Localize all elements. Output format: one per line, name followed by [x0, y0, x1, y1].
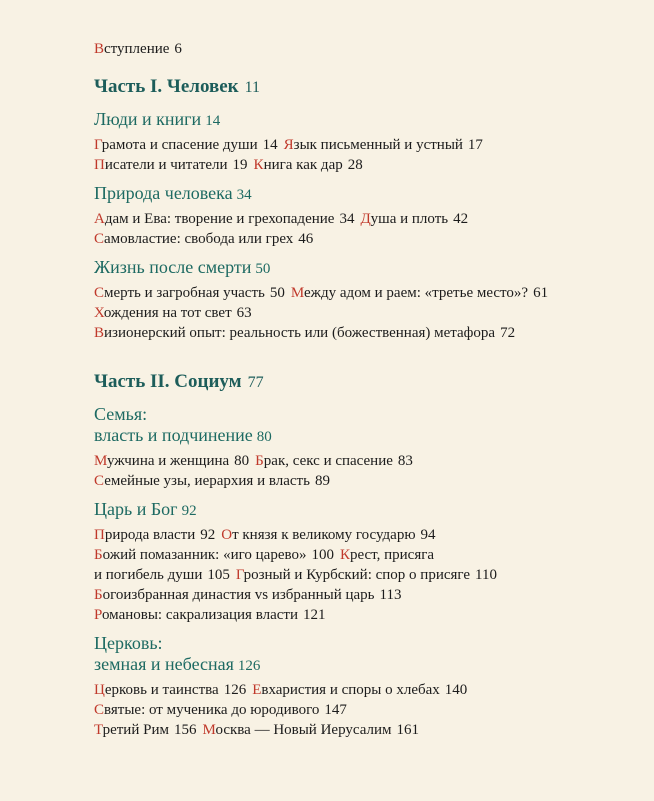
toc-entry[interactable]: [254, 157, 363, 173]
entry-initial: А: [94, 211, 105, 227]
entry-title: рак, секс и спасение: [263, 453, 393, 469]
entry-title: нига как дар: [263, 157, 343, 173]
part-page-number: 77: [247, 374, 264, 391]
section-title-line: Царь и Бог: [94, 499, 178, 519]
entry-title: емейные узы, иерархия и власть: [104, 473, 310, 489]
entry-title: омановы: сакрализация власти: [101, 607, 298, 623]
section-page-number: 50: [255, 261, 271, 277]
toc-entry[interactable]: [94, 527, 215, 543]
entry-title: мерть и загробная участь: [104, 285, 265, 301]
entry-page-number: 63: [236, 305, 252, 321]
part-title-text: Часть II. Социум: [94, 371, 242, 392]
entry-page-number: 89: [314, 473, 330, 489]
entry-title: ерковь и таинства: [104, 682, 219, 698]
entry-title: вхаристия и споры о хлебах: [261, 682, 440, 698]
toc-entry[interactable]: [94, 682, 246, 698]
entry-page-number: 147: [324, 702, 347, 718]
entry-title: огоизбранная династия vs избранный царь: [102, 587, 375, 603]
entry-initial: Б: [94, 547, 103, 563]
toc-entry[interactable]: [94, 473, 330, 489]
toc-entry[interactable]: [94, 547, 334, 563]
entry-page-number: 110: [475, 567, 497, 583]
entry-title: ужчина и женщина: [106, 453, 230, 469]
entry-page-number: 28: [347, 157, 363, 173]
entry-title: рест, присяга: [349, 547, 435, 563]
entry-page-number: 80: [234, 453, 250, 469]
part-title[interactable]: [94, 369, 634, 396]
toc-line: [94, 135, 634, 155]
entry-initial: В: [94, 325, 105, 341]
section-title[interactable]: [94, 499, 634, 522]
toc-line: [94, 720, 634, 740]
entry-page-number: 19: [232, 157, 248, 173]
part-page-number: 11: [244, 79, 261, 96]
section-title-line: Природа человека: [94, 183, 233, 203]
section-title-line: власть и подчинение: [94, 425, 253, 445]
toc-entry[interactable]: [94, 285, 285, 301]
entry-page-number: 126: [223, 682, 247, 698]
entry-page-number: 17: [467, 137, 483, 153]
section-title[interactable]: [94, 257, 634, 280]
entry-initial: М: [202, 722, 216, 738]
entry-initial: П: [94, 527, 105, 543]
entry-initial: Б: [255, 453, 264, 469]
toc-part: [94, 74, 634, 343]
toc-entry[interactable]: [94, 722, 196, 738]
section-page-number: 14: [205, 113, 221, 129]
section-title-line: Люди и книги: [94, 109, 202, 129]
entry-page-number: 92: [200, 527, 216, 543]
entry-initial: М: [94, 453, 107, 469]
toc-line: [94, 680, 634, 700]
toc-entry[interactable]: [360, 211, 468, 227]
toc-line: [94, 471, 634, 491]
entry-title: ежду адом и раем: «третье место»?: [304, 285, 529, 301]
toc-entry[interactable]: [94, 211, 354, 227]
entry-page-number: 121: [302, 607, 326, 623]
toc-line: [94, 155, 634, 175]
section-title-line: земная и небесная: [94, 654, 234, 674]
toc-section: [94, 257, 634, 343]
entry-title: рамота и спасение души: [101, 137, 258, 153]
toc-entry[interactable]: [236, 567, 497, 583]
section-page-number: 34: [236, 187, 252, 203]
toc-section: [94, 109, 634, 175]
entry-title: и погибель души: [94, 567, 203, 583]
part-title-text: Часть I. Человек: [94, 76, 239, 97]
entry-initial: П: [94, 157, 105, 173]
entry-title: розный и Курбский: спор о присяге: [243, 567, 471, 583]
entry-title: уша и плоть: [370, 211, 449, 227]
entry-initial: Т: [94, 722, 103, 738]
toc-part: [94, 369, 634, 740]
section-page-number: 92: [181, 503, 197, 519]
section-title[interactable]: [94, 633, 634, 677]
entry-initial: О: [221, 527, 233, 543]
entry-title: ождения на тот свет: [103, 305, 232, 321]
entry-title: ожий помазанник: «иго царево»: [102, 547, 307, 563]
toc-entry[interactable]: [340, 547, 434, 563]
toc-entry[interactable]: [284, 137, 483, 153]
entry-initial: Г: [235, 567, 244, 583]
toc-section: [94, 633, 634, 740]
toc-line: [94, 585, 634, 605]
toc-line: [94, 700, 634, 720]
entry-page-number: 14: [262, 137, 278, 153]
entry-page-number: 6: [174, 41, 182, 57]
toc-line: [94, 545, 634, 565]
section-title[interactable]: [94, 404, 634, 448]
entry-page-number: 83: [397, 453, 413, 469]
section-title-line: Жизнь после смерти: [94, 257, 252, 277]
toc-line: [94, 209, 634, 229]
entry-title: рирода власти: [104, 527, 196, 543]
entry-page-number: 105: [207, 567, 230, 583]
entry-title: ступление: [104, 41, 170, 57]
entry-initial: К: [253, 157, 264, 173]
entry-initial: Б: [94, 587, 103, 603]
entry-initial: Я: [283, 137, 294, 153]
toc-entry[interactable]: [255, 453, 413, 469]
toc-parts: [94, 74, 634, 740]
toc-entry[interactable]: [94, 607, 325, 623]
toc-intro-entry[interactable]: [94, 38, 634, 60]
entry-title: осква — Новый Иерусалим: [215, 722, 392, 738]
entry-title: вятые: от мученика до юродивого: [104, 702, 320, 718]
entry-title: амовластие: свобода или грех: [104, 231, 294, 247]
entry-initial: С: [94, 702, 105, 718]
section-title-line: Церковь:: [94, 633, 163, 653]
toc-line: [94, 605, 634, 625]
part-title[interactable]: [94, 74, 634, 101]
entry-page-number: 161: [396, 722, 420, 738]
entry-initial: В: [94, 41, 105, 57]
toc-line: [94, 229, 634, 249]
toc-entry[interactable]: [94, 453, 249, 469]
toc-section: [94, 183, 634, 249]
entry-initial: Д: [360, 211, 371, 227]
section-page-number: 80: [256, 429, 272, 445]
toc-line: [94, 451, 634, 471]
entry-title: ретий Рим: [102, 722, 169, 738]
toc-entry[interactable]: [252, 682, 467, 698]
toc-section: [94, 499, 634, 625]
toc-entry[interactable]: [94, 305, 252, 321]
entry-initial: С: [94, 285, 105, 301]
entry-title: исатели и читатели: [104, 157, 228, 173]
entry-page-number: 50: [269, 285, 285, 301]
entry-initial: Г: [94, 137, 102, 153]
entry-page-number: 42: [453, 211, 469, 227]
entry-initial: Ц: [94, 682, 105, 698]
toc-section: [94, 404, 634, 491]
entry-page-number: 34: [339, 211, 355, 227]
toc-entry[interactable]: [202, 722, 419, 738]
toc-entry[interactable]: [94, 567, 230, 583]
entry-title: т князя к великому государю: [232, 527, 416, 543]
toc-line: [94, 303, 634, 323]
toc-line: [94, 323, 634, 343]
toc-entry[interactable]: [94, 231, 313, 247]
section-title[interactable]: [94, 183, 634, 206]
entry-title: дам и Ева: творение и грехопадение: [104, 211, 335, 227]
entry-title: зык письменный и устный: [293, 137, 463, 153]
entry-initial: М: [290, 285, 304, 301]
entry-initial: Х: [94, 305, 104, 321]
entry-page-number: 94: [420, 527, 436, 543]
toc-entry[interactable]: [94, 325, 515, 341]
entry-initial: К: [339, 547, 350, 563]
entry-page-number: 72: [500, 325, 516, 341]
toc-entry[interactable]: [94, 157, 248, 173]
toc-line: [94, 565, 634, 585]
toc-line: [94, 283, 634, 303]
entry-page-number: 113: [379, 587, 402, 603]
toc-entry[interactable]: [291, 285, 548, 301]
entry-page-number: 100: [311, 547, 334, 563]
toc-line: [94, 525, 634, 545]
table-of-contents: [94, 38, 634, 740]
entry-initial: С: [94, 473, 105, 489]
toc-entry[interactable]: [221, 527, 435, 543]
toc-entry[interactable]: [94, 137, 278, 153]
toc-entry[interactable]: [94, 587, 401, 603]
entry-page-number: 61: [533, 285, 549, 301]
entry-initial: С: [94, 231, 105, 247]
entry-initial: Р: [94, 607, 102, 623]
section-title[interactable]: [94, 109, 634, 132]
toc-entry[interactable]: [94, 702, 347, 718]
section-page-number: 126: [237, 658, 261, 674]
entry-page-number: 156: [173, 722, 197, 738]
entry-initial: Е: [252, 682, 262, 698]
section-title-line: Семья:: [94, 404, 148, 424]
entry-page-number: 140: [444, 682, 468, 698]
entry-title: изионерский опыт: реальность или (божественная) метафора: [104, 325, 496, 341]
entry-page-number: 46: [298, 231, 314, 247]
